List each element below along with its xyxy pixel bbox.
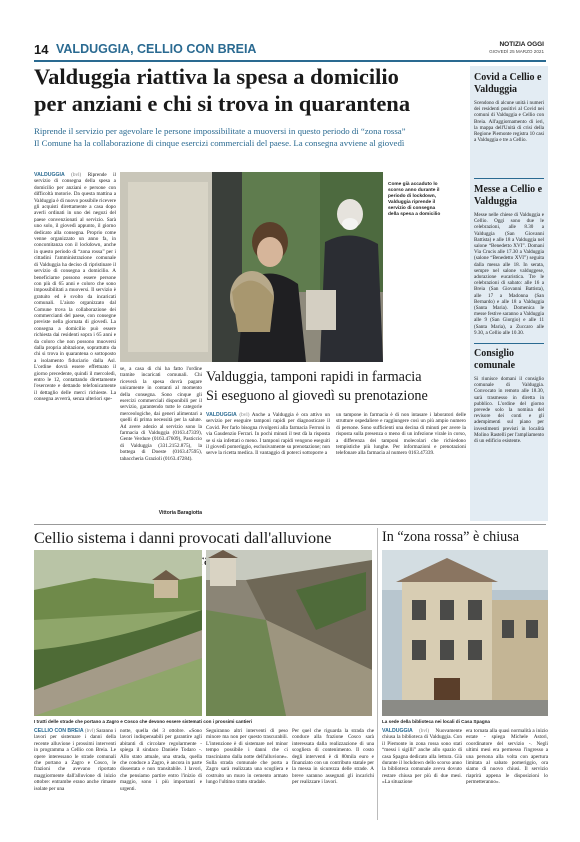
cellio-column-2 [120,728,202,818]
cellio-col2-text: notte, quella del 3 ottobre. «Sono lavori indispensabili per garantire agli abitanti di circolare regolarmente - spiega il sindaco Daniele Todaro -. Allo stato attuale, una strada, quella che conduce a Zagro, è ancora in parte dissestata e non transitabile. I lavori, che pensiamo partire entro l'inizio di maggio, sono i più importanti e urgenti. [120,728,202,792]
cellio-photo-road-1 [34,550,202,716]
cellio-byline: (bvl) [84,728,95,734]
biblioteca-byline: (bvl) [419,728,430,734]
sidebar-box-covid [474,72,544,160]
biblioteca-headline-line1: In “zona rossa” è chiusa [382,529,520,545]
issue-date: GIOVEDÌ 25 MARZO 2021 [489,49,544,54]
lead-signature: Vittoria Baragiotta [158,510,202,516]
tamponi-col2-text: un tampone in farmacia è di non intasare i laboratori delle strutture ospedaliere e raggiungere così un più ampio numero di persone. Sono sufficienti una decina di minuti per avere la risposta sulla presenza o meno di un infezione virale in corso, a differenza dei tamponi molecolari che richiedono tempistiche più lunghe. Per informazioni e prenotazioni telefonare alla farmacia al numero 0163.47339. [336,412,466,457]
tamponi-headline [206,368,468,406]
sidebar-consiglio-body: Si riunisce domani il consiglio comunale di Valduggia. Convocato in remoto alle 18.30, sarà trasmesso in diretta in pubblico. L'ordine del giorno prevede solo la nomina del revisore dei conti e gli adempimenti sul piano per investimenti previsti in località Molino Rastelli per l'ampliamento di un edificio esistente. [474,376,544,445]
biblioteca-photo-caption: La sede della biblioteca nei locali di Casa Spagna [382,719,490,724]
landslide-road-illustration-1 [34,550,202,716]
lead-kicker: VALDUGGIA [34,172,65,178]
cellio-photo-road-2 [206,550,372,716]
page-header [34,40,546,60]
tamponi-col1-text: Anche a Valduggia è ora attivo un servizio per eseguire tamponi rapidi per diagnosticare il Covid. Per farlo bisogna rivolgersi alla farmacia Ferroni in via Gaudenzio Ferrari. In pochi minuti il test dà la risposta se si sia infettati o meno. I tamponi rapidi vengono eseguiti il giovedì pomeriggio, esclusivamente su prenotazione; non serve la ricetta medica. Il vantaggio di poterci sottoporre a [206,412,330,457]
tamponi-kicker: VALDUGGIA [206,412,237,418]
lead-byline: (bvl) [71,172,82,178]
sidebar-messe-title: Messe a Cellio e Valduggia [474,184,543,207]
lead-col1-text: Riprende il servizio di consegna della spesa a domicilio per anziani e persone con difficoltà motorie. Da questa mattina a Valduggia è di nuovo possibile ricevere gli acquisti direttamente a casa dopo averli ordinati in uno dei negozi del paese convenzionati al servizio. Sarà uno solo, il giovedì appunto, il giorno dedicato alla consegna. Proprio come venne organizzato un anno fa, in concomitanza con il lockdown, anche in questo periodo di “zona rossa” per i cittadini l'amministrazione comunale di Valduggia ha deciso di ripristinare il servizio di consegna a domicilio. A beneficiarne possono essere persone con più di 65 anni e coloro che sono impossibilitati a muoversi. Il servizio è gratuito ed è svolto da incaricati comunali. L'aiuto organizzato dal Comune trova la collaborazione dei commercianti del paese, con consegne previste nella giornata di giovedì. La consegna a domicilio può essere richiesta dai residenti sopra i 65 anni e da coloro che non possono muoversi dalla propria abitazione, soprattutto da chi si trova in quarantena o sottoposto a isolamento fiduciario dalla Asl. L'ordine dovrà essere effettuato il giorno precedente, quindi il mercoledì, entro le 12, contattando direttamente l'esercente e dettando telefonicamente il dettaglio delle merci richieste. La consegna avverrà, senza ulteriori spe- [34,172,116,403]
header-rule [34,60,546,62]
biblioteca-column-2 [466,728,548,818]
biblioteca-kicker: VALDUGGIA [382,728,413,734]
sidebar-messe-body: Messe nelle chiese di Valduggia e Cellio. Oggi sono due le celebrazioni, alle 8.30 a Valduggia (San Giovanni Battista) e alle 18 a Valduggia nel salone “Benedetto XVI”. Domani Via Crucis alle 17.30 a Valduggia (salone “Benedetto XVI”) seguita dalla messa alle 18. In serata, sempre nel salone valduggese, adorazione eucaristica. Tre le celebrazioni di sabato: alle 16 a Breia (San Giovanni Battista), alle 17 a Madonna (San Bernardo) e alle 18 a Valduggia (Santa Maria). Domenica le messe festive saranno a Valduggia alle 9 (San Giorgio) e alle 11 (Santa Maria), a Zuccaro alle 9.30, a Cellio alle 10.30. [474,212,544,336]
biblioteca-col1-text: Nuovamente chiusa la biblioteca di Valduggia. Con il Piemonte in zona rossa sono stati “messi i sigilli” anche allo spazio di casa Spagna dedicato alla lettura. Già durante il lockdown dello scorso anno la biblioteca comunale aveva dovuto restare chiusa per più di due mesi. «La situazione [382,728,462,786]
tamponi-headline-line2: Si eseguono al giovedì su prenotazione [206,388,428,404]
cellio-column-1 [34,728,116,818]
lead-photo [120,172,383,362]
lead-standfirst-line1: Riprende il servizio per agevolare le persone impossibilitate a muoversi in questo periodo di “zona rossa” [34,126,406,136]
cellio-column-4 [292,728,374,818]
lead-standfirst [34,125,464,149]
page-number: 14 [34,42,49,57]
tamponi-byline: (bvl) [239,412,250,418]
sidebar-box-messe [474,184,544,346]
library-building-illustration [382,550,548,716]
cellio-col3-text: Seguiranno altri interventi di peso minore ma non per questo trascurabili. L'intenzione è di sistemare nel minor tempo possibile i danni che ci trasciniamo dalla notte dell'alluvione». Sulla strada comunale che porta a Zagro sarà realizzata una scogliera e costruito un muro in cemento armato lungo l'ultimo tratto stradale. [206,728,288,786]
lead-headline-line1: Valduggia riattiva la spesa a domicilio [34,64,399,89]
lead-col2-text: se, a casa di chi ha fatto l'ordine tramite incaricati comunali. Chi riceverà la spesa dovrà pagare unicamente in contanti al momento della consegna. Sono cinque gli esercizi commerciali disponibili per il servizio, garantendo tutte le categorie merceologiche, dai generi alimentari a quelli di prima necessità per la salute. Ad avere adezio al servizio sono la farmacia di Valduggia (0163.47339), Gente Verdure (0163.47609), Pasticcio di Valduggia (331.2152.875), la bottega di Doeste (0163.47595), tabaccheria Grazioli (0163.47284). [120,366,202,462]
section-title: VALDUGGIA, CELLIO CON BREIA [56,42,257,56]
cellio-column-3 [206,728,288,818]
lead-headline-line2: per anziani e chi si trova in quarantena [34,91,411,116]
sidebar-divider-2 [474,343,544,344]
middle-separator [34,524,546,525]
landslide-road-illustration-2 [206,550,372,716]
biblioteca-column-1 [382,728,462,818]
tamponi-headline-line1: Valduggia, tamponi rapidi in farmacia [206,369,422,385]
biblioteca-photo [382,550,548,716]
lead-headline [34,63,466,117]
tamponi-column-2 [336,412,466,512]
cellio-col4-text: Per quel che riguarda la strada che conduce alla frazione Cosco sarà interessata dalla realizzazione di una scogliera di contenimento. Il costo degli interventi è di 80mila euro e finanziato con un contributo statale per la messa in sicurezza delle strade. A breve saranno assegnati gli incarichi per realizzare i lavori. [292,728,374,786]
cellio-col1-text: Saranno i lavori per sistemare i danni della recente alluvione i prossimi interventi in programma a Cellio con Breia. Le opere interessano le strade comunali che portano a Zagro e Cosco, le frazioni che avevano riportato maggiormente dall'alluvione di inizio ottobre: entrambe erano anche rimaste isolate per una [34,728,116,792]
tamponi-column-1 [206,412,330,512]
lead-standfirst-line2: Il Comune ha la collaborazione di cinque esercizi commerciali del paese. La consegna avviene al giovedì [34,138,405,148]
sidebar-box-consiglio [474,348,544,474]
sidebar-covid-body: Scendono di alcune unità i numeri dei residenti positivi al Covid nei comuni di Valduggia e Cellio con Breia. All'aggiornamento di ieri, la mappa dell'Unità di crisi della Regione Piemonte registra 10 casi a Valduggia e tre a Cellio. [474,100,544,144]
volunteer-delivery-illustration [120,172,383,362]
bottom-column-separator [377,528,378,820]
sidebar-consiglio-title: Consiglio comunale [474,348,516,371]
biblioteca-col2-text: era tornata alla quasi normalità a inizio estate - spiega Michele Astori, coordinatore del servizio -. Negli ultimi mesi era permesso l'ingresso a una persona alla volta con apertura limitata al sabato pomeriggio, ora siamo di nuovo chiusi. Il servizio riaprirà appena le disposizioni lo permetteranno». [466,728,548,786]
cellio-kicker: CELLIO CON BREIA [34,728,84,734]
lead-column-1 [34,172,116,516]
masthead-logo: NOTIZIA OGGI [499,41,544,48]
lead-photo-caption: Come già accaduto lo scorso anno durante il periodo di lockdown, Valduggia riprende il servizio di consegna della spesa a domicilio [388,182,441,217]
cellio-photo-caption: I tratti delle strade che portano a Zagro e Cosco che devono essere sistemati con i prossimi cantieri [34,719,253,724]
cellio-headline-line1: Cellio sistema i danni provocati dall'alluvione [34,529,332,547]
lead-column-2 [120,366,202,506]
sidebar-covid-title: Covid a Cellio e Valduggia [474,72,542,95]
sidebar-divider-1 [474,178,544,179]
